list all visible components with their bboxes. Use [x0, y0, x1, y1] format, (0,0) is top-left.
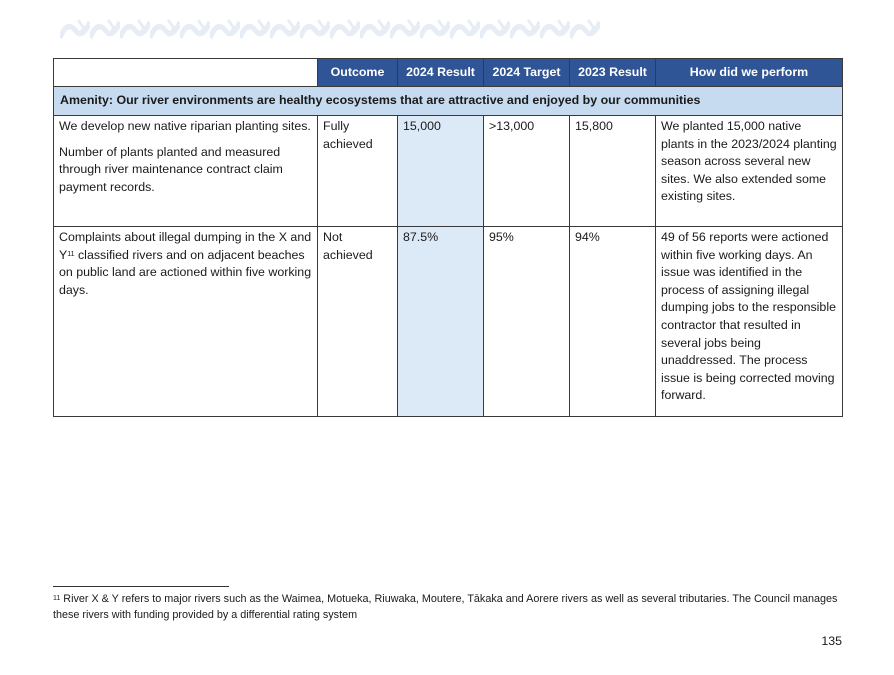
- target-2024-cell: >13,000: [484, 116, 570, 227]
- result-2024-cell: 87.5%: [398, 227, 484, 417]
- table-row: [54, 227, 843, 417]
- result-2023-cell: 94%: [570, 227, 656, 417]
- result-2023-cell: 15,800: [570, 116, 656, 227]
- decorative-header-pattern: [60, 18, 600, 42]
- header-measure: [54, 59, 318, 87]
- footnote-number: 11: [53, 595, 61, 602]
- footnote: [53, 592, 853, 623]
- performance-table: [53, 58, 843, 417]
- footnote-divider: [53, 586, 229, 587]
- table-row: [54, 116, 843, 227]
- measure-text-start: Complaints about illegal dumping in the X and Y: [59, 230, 312, 262]
- section-row: [54, 87, 843, 116]
- table-header-row: [54, 59, 843, 87]
- header-2024-result: 2024 Result: [398, 59, 484, 87]
- page-number: 135: [821, 634, 842, 648]
- outcome-cell: Not achieved: [318, 227, 398, 417]
- header-how-did-we-perform: How did we perform: [656, 59, 843, 87]
- outcome-cell: Fully achieved: [318, 116, 398, 227]
- header-2024-target: 2024 Target: [484, 59, 570, 87]
- footnote-text: River X & Y refers to major rivers such as the Waimea, Motueka, Riuwaka, Moutere, Tākaka and Aorere rivers as well as several tributaries. The Council manages these rivers with funding provided by a differential rating system: [53, 593, 838, 621]
- measure-text: We develop new native riparian planting sites.: [59, 119, 311, 133]
- measure-text-end: classified rivers and on adjacent beaches on public land are actioned within five working days.: [59, 247, 312, 297]
- header-outcome: Outcome: [318, 59, 398, 87]
- performance-cell: 49 of 56 reports were actioned within five working days. An issue was identified in the process of assigning illegal dumping jobs to the responsible contractor that resulted in several jobs being unaddressed. The process issue is being corrected moving forward.: [656, 227, 843, 417]
- target-2024-cell: 95%: [484, 227, 570, 417]
- measure-cell: [54, 227, 318, 417]
- performance-cell: We planted 15,000 native plants in the 2023/2024 planting season across several new sites. We also extended some existing sites.: [656, 116, 843, 227]
- header-2023-result: 2023 Result: [570, 59, 656, 87]
- section-title: Amenity: Our river environments are healthy ecosystems that are attractive and enjoyed by our communities: [54, 87, 843, 116]
- result-2024-cell: 15,000: [398, 116, 484, 227]
- measure-cell: [54, 116, 318, 227]
- measure-note: Number of plants planted and measured through river maintenance contract claim payment records.: [59, 144, 283, 194]
- footnote-reference[interactable]: 11: [67, 250, 75, 258]
